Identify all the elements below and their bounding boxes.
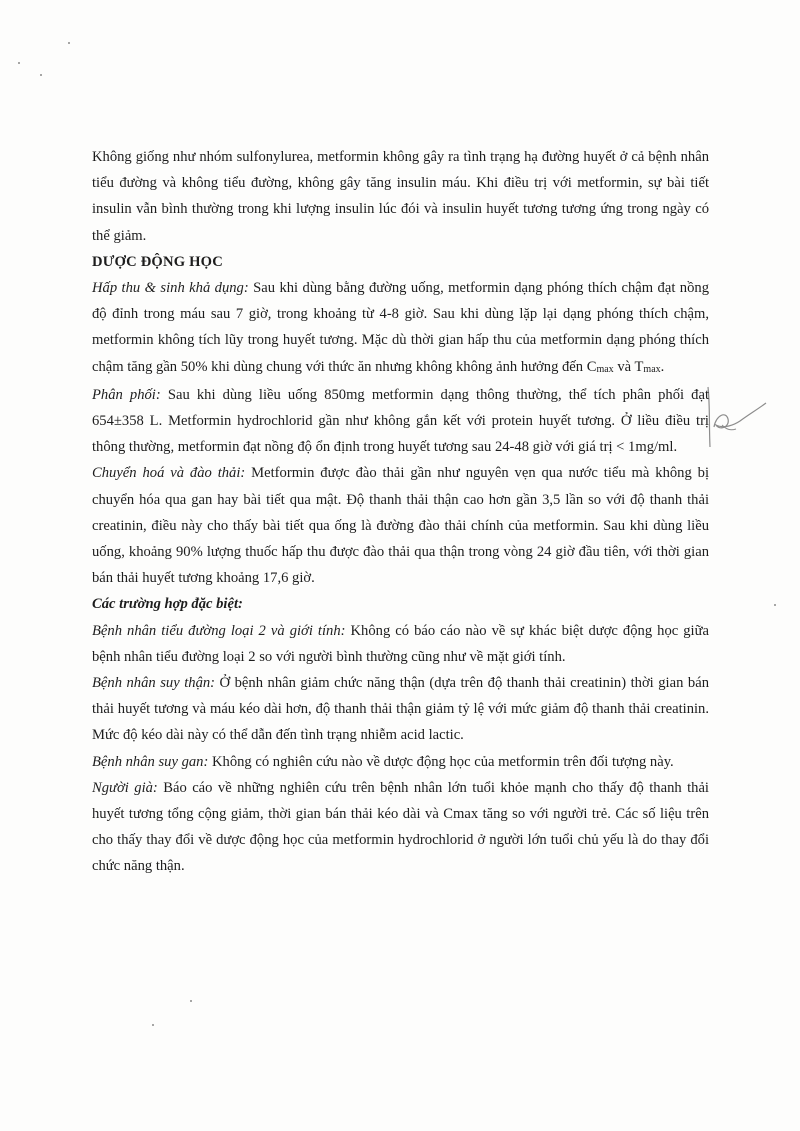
scan-speck (152, 1024, 154, 1026)
hepatic-paragraph (92, 749, 709, 775)
scan-speck (18, 62, 20, 64)
type2-gender-lead: Bệnh nhân tiểu đường loại 2 và giới tính: (92, 622, 346, 639)
absorption-paragraph (92, 275, 709, 382)
renal-lead: Bệnh nhân suy thận: (92, 675, 216, 692)
scan-speck (774, 604, 776, 606)
scan-speck (40, 74, 42, 76)
type2-gender-text: Không có báo cáo nào về sự khác biệt dược động học giữa bệnh nhân tiểu đường loại 2 so với người bình thường cũng như về mặt giới tính. (92, 622, 709, 665)
absorption-and: và (613, 358, 635, 375)
renal-paragraph (92, 670, 709, 749)
scan-speck (68, 42, 70, 44)
absorption-lead: Hấp thu & sinh khả dụng: (92, 280, 249, 297)
intro-paragraph: Không giống như nhóm sulfonylurea, metformin không gây ra tình trạng hạ đường huyết ở cả bệnh nhân tiểu đường và không tiểu đường, không gây tăng insulin máu. Khi điều trị với metformin, sự bài tiết insulin vẫn bình thường trong khi lượng insulin lúc đói và insulin huyết tương tương ứng trong ngày có thể giảm. (92, 149, 709, 244)
metabolism-lead: Chuyển hoá và đào thải: (92, 465, 246, 482)
tmax-subscript: max (643, 363, 661, 375)
absorption-text: Sau khi dùng bằng đường uống, metformin dạng phóng thích chậm đạt nồng độ đỉnh trong máu sau 7 giờ, trong khoảng từ 4-8 giờ. Sau khi dùng lặp lại dạng phóng thích chậm, metformin không tích lũy trong huyết tương. Mặc dù thời gian hấp thu của metformin dạng phóng thích chậm tăng gần 50% khi dùng chung với thức ăn nhưng không không ảnh hưởng đến (92, 280, 709, 375)
cmax-letter: C (586, 358, 597, 375)
document-body (92, 144, 709, 880)
hepatic-text: Không có nghiên cứu nào về dược động học của metformin trên đối tượng này. (208, 753, 674, 770)
distribution-lead: Phân phối: (92, 386, 161, 403)
absorption-end: . (660, 358, 665, 375)
renal-text: Ở bệnh nhân giảm chức năng thận (dựa trên độ thanh thải creatinin) thời gian bán thải huyết tương và máu kéo dài hơn, độ thanh thải thận giảm tỷ lệ với mức giảm độ thanh thải creatinin. Mức độ kéo dài này có thể dẫn đến tình trạng nhiễm acid lactic. (92, 675, 709, 744)
metabolism-paragraph (92, 460, 709, 591)
hepatic-lead: Bệnh nhân suy gan: (92, 753, 209, 770)
section-heading-pharmacokinetics: DƯỢC ĐỘNG HỌC (92, 253, 223, 270)
type2-gender-paragraph (92, 618, 709, 670)
tmax-letter: T (634, 358, 644, 375)
handwritten-initial-mark (700, 385, 770, 455)
distribution-text: Sau khi dùng liều uống 850mg metformin dạng thông thường, thể tích phân phối đạt 654±358 L. Metformin hydrochlorid gần như không gắn kết với protein huyết tương. Ở liều điều trị thông thường, metformin đạt nồng độ ổn định trong huyết tương sau 24-48 giờ với giá trị < 1mg/ml. (92, 386, 709, 456)
elderly-text: Báo cáo về những nghiên cứu trên bệnh nhân lớn tuổi khỏe mạnh cho thấy độ thanh thải huyết tương tổng cộng giảm, thời gian bán thải kéo dài và Cmax tăng so với người trẻ. Các số liệu trên cho thấy thay đổi về dược động học của metformin hydrochlorid ở người lớn tuổi chủ yếu là do thay đổi chức năng thận. (92, 779, 709, 875)
metabolism-text: Metformin được đào thải gần như nguyên vẹn qua nước tiểu mà không bị chuyển hóa qua gan hay bài tiết qua mật. Độ thanh thải thận cao hơn gần 3,5 lần so với độ thanh thải creatinin, điều này cho thấy bài tiết qua ống là đường đào thải chính của metformin. Sau khi dùng liều uống, khoảng 90% lượng thuốc hấp thu được đào thải qua thận trong vòng 24 giờ đầu tiên, với thời gian bán thải huyết tương khoảng 17,6 giờ. (92, 465, 709, 587)
cmax-subscript: max (596, 363, 614, 375)
elderly-paragraph (92, 775, 709, 880)
scan-speck (190, 1000, 192, 1002)
elderly-lead: Người già: (92, 779, 158, 796)
section-heading-special-cases: Các trường hợp đặc biệt: (92, 596, 243, 613)
distribution-paragraph (92, 382, 709, 461)
